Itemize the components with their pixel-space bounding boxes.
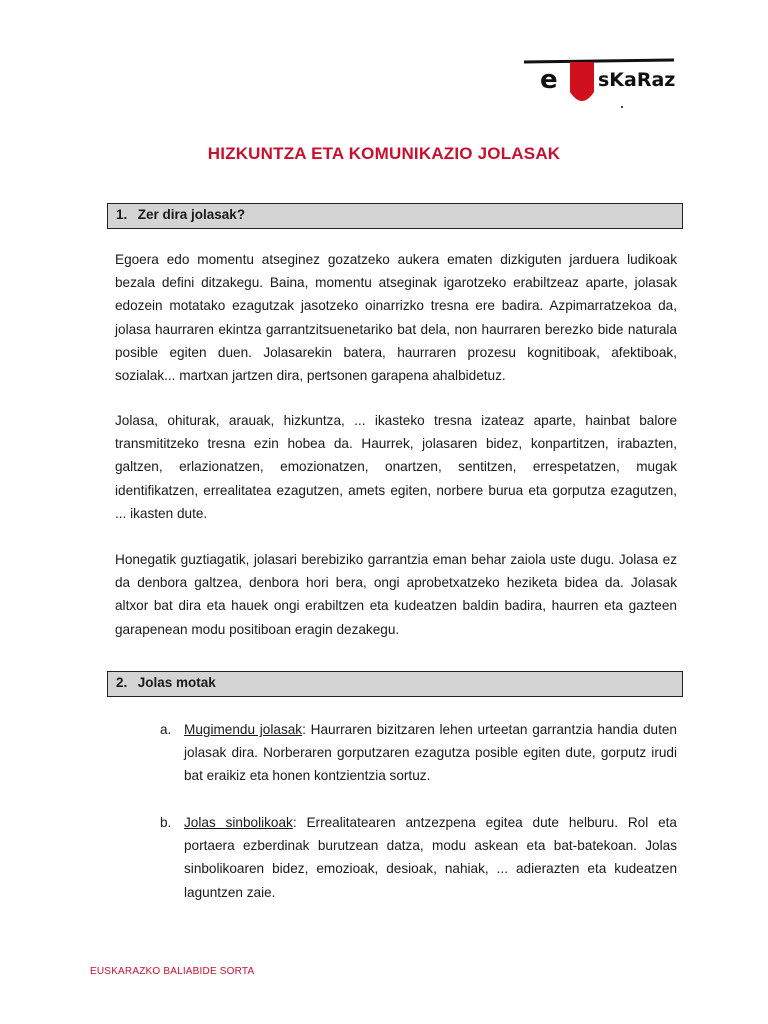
- svg-text:e: e: [540, 65, 558, 95]
- list-term: Jolas sinbolikoak: [184, 815, 293, 830]
- list-marker: b.: [160, 815, 172, 830]
- paragraph-1: Egoera edo momentu atseginez gozatzeko aukera ematen dizkiguten jarduera ludikoak bezala defini ditzakegu. Baina, momentu atseginak igarotzeko erabiltzeaz aparte, jolasak edozein motatako ezagutzak jasotzeko oinarrizko tresna ere badira. Azpimarratzekoa da, jolasa haurraren ekintza garrantzitsuenetariko bat dela, non haurraren berezko bide naturala posible egiten duen. Jolasarekin batera, haurraren prozesu kognitiboak, afektiboak, sozialak... martxan jartzen dira, pertsonen garapena ahalbidetuz.: [115, 252, 677, 384]
- section-heading-1: [107, 203, 683, 229]
- paragraph-2: Jolasa, ohiturak, arauak, hizkuntza, ... ikasteko tresna izateaz aparte, hainbat balore transmititzeko tresna ezin hobea da. Haurrek, jolasaren bidez, konpartitzen, irabazten, galtzen, erlazionatzen, emozionatzen, onartzen, sentitzen, errespetatzen, mugak identifikatzen, errealitatea ezagutzen, amets egiten, norbere burua eta gorputza ezagutzen, ... ikasten dute.: [115, 413, 677, 521]
- section-title: Zer dira jolasak?: [137, 207, 246, 222]
- list-marker: a.: [160, 722, 172, 737]
- svg-text:sKaRaz: sKaRaz: [598, 69, 676, 91]
- euskaraz-logo: [520, 52, 680, 112]
- paragraph-3: Honegatik guztiagatik, jolasari berebiziko garrantzia eman behar zaiola uste dugu. Jolasa ez da denbora galtzea, denbora hori bera, ongi aprobetxatzeko heziketa bidea da. Jolasak altxor bat dira eta hauek ongi erabiltzen eta kudeatzen baldin badira, haurren eta gazteen garapenean modu positiboan eragin dezakegu.: [115, 552, 677, 637]
- list-item: [160, 718, 677, 788]
- list-text: : Haurraren bizitzaren lehen urteetan garrantzia handia duten jolasak dira. Norberaren gorputzaren ezagutza posible egiten dute, gorputz irudi bat eraikiz eta honen kontzientzia sortuz.: [184, 722, 677, 784]
- document-title: HIZKUNTZA ETA KOMUNIKAZIO JOLASAK: [207, 144, 561, 163]
- list-text: : Errealitatearen antzezpena egitea dute helburu. Rol eta portaera ezberdinak burutzean datza, modu askean eta bat-batekoan. Jolas sinbolikoaren bidez, emozioak, desioak, nahiak, ... adierazten eta kudeatzen laguntzen zaie.: [184, 815, 677, 900]
- footer-text: EUSKARAZKO BALIABIDE SORTA: [90, 966, 255, 977]
- section-number: 2.: [116, 675, 128, 690]
- section-title: Jolas motak: [137, 675, 216, 690]
- list-term: Mugimendu jolasak: [184, 722, 303, 737]
- section-heading-2: [107, 671, 683, 697]
- section-number: 1.: [116, 207, 128, 222]
- list-item: [160, 811, 677, 904]
